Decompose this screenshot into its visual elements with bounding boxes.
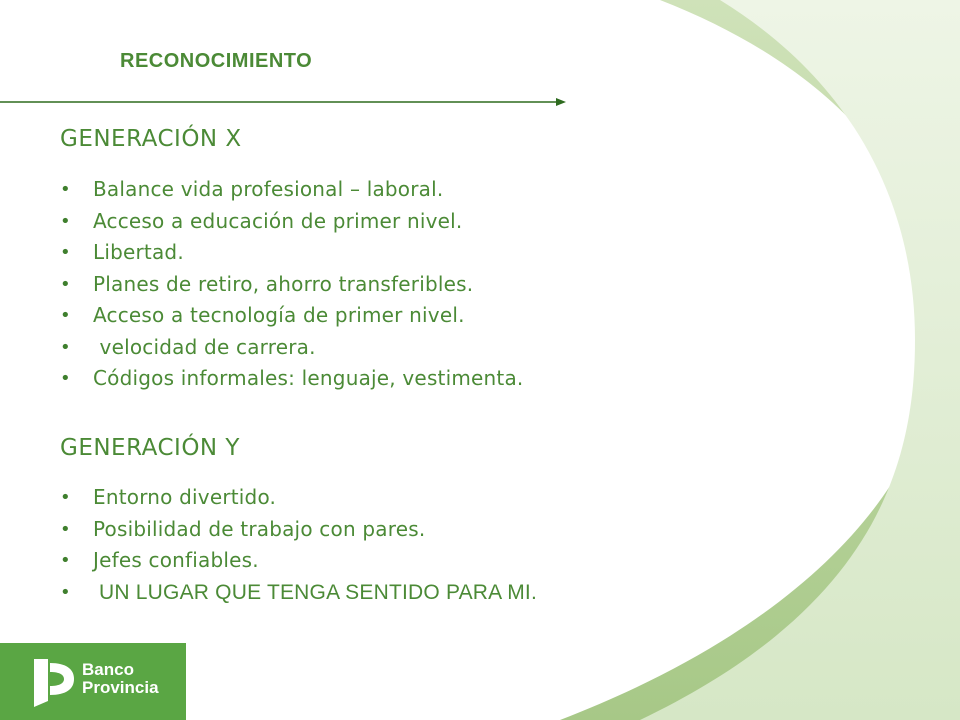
list-item-text: Jefes confiables. (93, 548, 259, 572)
list-item-text: Posibilidad de trabajo con pares. (93, 516, 426, 541)
bullet-icon: • (60, 242, 71, 263)
list-item-text: UN LUGAR QUE TENGA SENTIDO PARA MI. (93, 580, 538, 604)
banco-provincia-logo-icon (30, 657, 78, 709)
list-item (60, 206, 523, 238)
gen-x-list (60, 174, 523, 395)
bullet-icon: • (60, 581, 71, 603)
list-item-text: velocidad de carrera. (93, 334, 316, 359)
list-item (60, 237, 523, 269)
bullet-icon: • (60, 518, 71, 540)
gen-y-list (60, 482, 537, 608)
arrow-head (556, 98, 566, 106)
slide-kicker: RECONOCIMIENTO (120, 50, 313, 72)
logo-text-line1: Banco (82, 660, 134, 679)
list-item (60, 174, 523, 206)
logo-text-line2: Provincia (82, 678, 159, 697)
section-heading-gen-y: GENERACIÓN Y (60, 435, 240, 461)
bullet-icon: • (60, 336, 71, 358)
list-item (60, 514, 537, 546)
bank-logo (0, 643, 186, 720)
list-item-text: Entorno divertido. (93, 485, 277, 509)
list-item (60, 332, 523, 364)
list-item (60, 545, 537, 577)
list-item-text: Balance vida profesional – laboral. (93, 177, 444, 201)
list-item (60, 269, 523, 301)
bullet-icon: • (60, 273, 71, 295)
list-item (60, 363, 523, 395)
list-item (60, 577, 537, 609)
bullet-icon: • (60, 368, 71, 389)
list-item-text: Libertad. (93, 240, 184, 264)
list-item-text: Códigos informales: lenguaje, vestimenta. (93, 366, 524, 390)
section-heading-gen-x: GENERACIÓN X (60, 126, 242, 152)
list-item-text: Planes de retiro, ahorro transferibles. (93, 271, 474, 296)
list-item-text: Acceso a tecnología de primer nivel. (93, 303, 465, 327)
list-item (60, 300, 523, 332)
bullet-icon: • (60, 210, 71, 232)
list-item (60, 482, 537, 514)
bullet-icon: • (60, 179, 71, 200)
bullet-icon: • (60, 487, 71, 508)
bullet-icon: • (60, 305, 71, 326)
bullet-icon: • (60, 550, 71, 571)
list-item-text: Acceso a educación de primer nivel. (93, 208, 463, 233)
